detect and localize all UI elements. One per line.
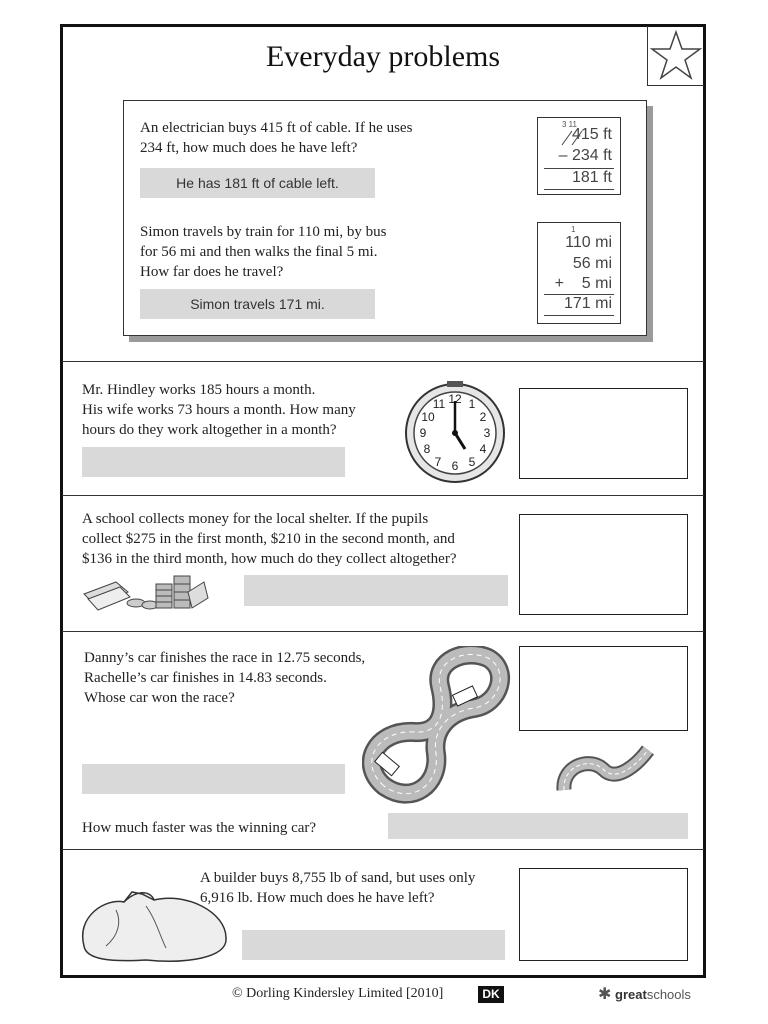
star-icon <box>648 26 705 86</box>
example2-line1: 110 mi <box>565 234 612 251</box>
problem3-followup: How much faster was the winning car? <box>82 820 317 836</box>
greatschools-suffix: schools <box>646 987 691 1002</box>
clock-number: 3 <box>483 426 491 440</box>
example1-line2: – 234 ft <box>558 147 612 164</box>
money-image <box>82 572 212 612</box>
clock-number: 2 <box>479 410 487 424</box>
example1-calculation <box>537 117 621 195</box>
example2-rule-bottom <box>544 315 614 316</box>
clock-number: 9 <box>419 426 427 440</box>
example1-rule-bottom <box>544 189 614 190</box>
greatschools-swirl-icon: ✱ <box>598 986 612 1003</box>
problem2-answer-field[interactable] <box>244 575 508 606</box>
example2-line3: + 5 mi <box>554 275 612 292</box>
example1-answer: He has 181 ft of cable left. <box>176 175 339 191</box>
clock-number: 5 <box>468 455 476 469</box>
section-divider <box>62 631 704 632</box>
clock-number: 7 <box>434 455 442 469</box>
sand-bag-image <box>76 886 232 966</box>
problem2-question: A school collects money for the local shelter. If the pupils collect $275 in the first month, $210 in the second month, and $136 in the third month, how much do they collect altogether? <box>82 511 457 567</box>
example2-carry: 1 <box>571 225 576 234</box>
problem2-work-box[interactable] <box>519 514 688 615</box>
example1-carry: 3 11 <box>562 120 577 129</box>
clock-number: 11 <box>432 397 446 411</box>
example2-calculation <box>537 222 621 324</box>
clock-number: 4 <box>479 442 487 456</box>
page-title: Everyday problems <box>265 40 501 73</box>
problem1-question: Mr. Hindley works 185 hours a month. His wife works 73 hours a month. How many hours do they work altogether in a month? <box>82 382 356 438</box>
problem4-work-box[interactable] <box>519 868 688 961</box>
example2-line2: 56 mi <box>572 255 612 272</box>
star-badge <box>647 26 704 86</box>
example2-result: 171 mi <box>563 295 612 312</box>
problem1-work-box[interactable] <box>519 388 688 479</box>
example1-question: An electrician buys 415 ft of cable. If he uses 234 ft, how much does he have left? <box>140 120 413 156</box>
clock-number: 12 <box>448 392 462 406</box>
copyright-text: © Dorling Kindersley Limited [2010] <box>232 986 444 1001</box>
race-track-image <box>362 646 512 806</box>
example2-question: Simon travels by train for 110 mi, by bus for 56 mi and then walks the final 5 mi. How far does he travel? <box>140 224 387 280</box>
problem3-question: Danny’s car finishes the race in 12.75 seconds, Rachelle’s car finishes in 14.83 seconds. Whose car won the race? <box>84 650 366 706</box>
track-piece-image <box>556 740 656 796</box>
section-divider <box>62 361 704 362</box>
clock-image <box>403 381 507 485</box>
problem4-question: A builder buys 8,755 lb of sand, but uses only 6,916 lb. How much does he have left? <box>200 870 476 906</box>
clock-number: 6 <box>451 459 459 473</box>
problem1-answer-field[interactable] <box>82 447 345 477</box>
dk-logo: DK <box>478 986 504 1003</box>
example2-answer: Simon travels 171 mi. <box>190 296 325 312</box>
section-divider <box>62 495 704 496</box>
example1-result: 181 ft <box>571 169 612 186</box>
example1-answer-bar <box>140 168 375 198</box>
problem3-followup-answer-field[interactable] <box>388 813 688 839</box>
clock-number: 1 <box>468 397 476 411</box>
section-divider <box>62 849 704 850</box>
problem3-work-box[interactable] <box>519 646 688 731</box>
greatschools-logo <box>598 984 691 1004</box>
strikethrough-mark <box>560 128 590 148</box>
clock-number: 10 <box>421 410 435 424</box>
problem3-answer-field[interactable] <box>82 764 345 794</box>
greatschools-prefix: great <box>615 987 647 1002</box>
example2-answer-bar <box>140 289 375 319</box>
clock-number: 8 <box>423 442 431 456</box>
example1-line1: 415 ft <box>571 126 612 143</box>
problem4-answer-field[interactable] <box>242 930 505 960</box>
